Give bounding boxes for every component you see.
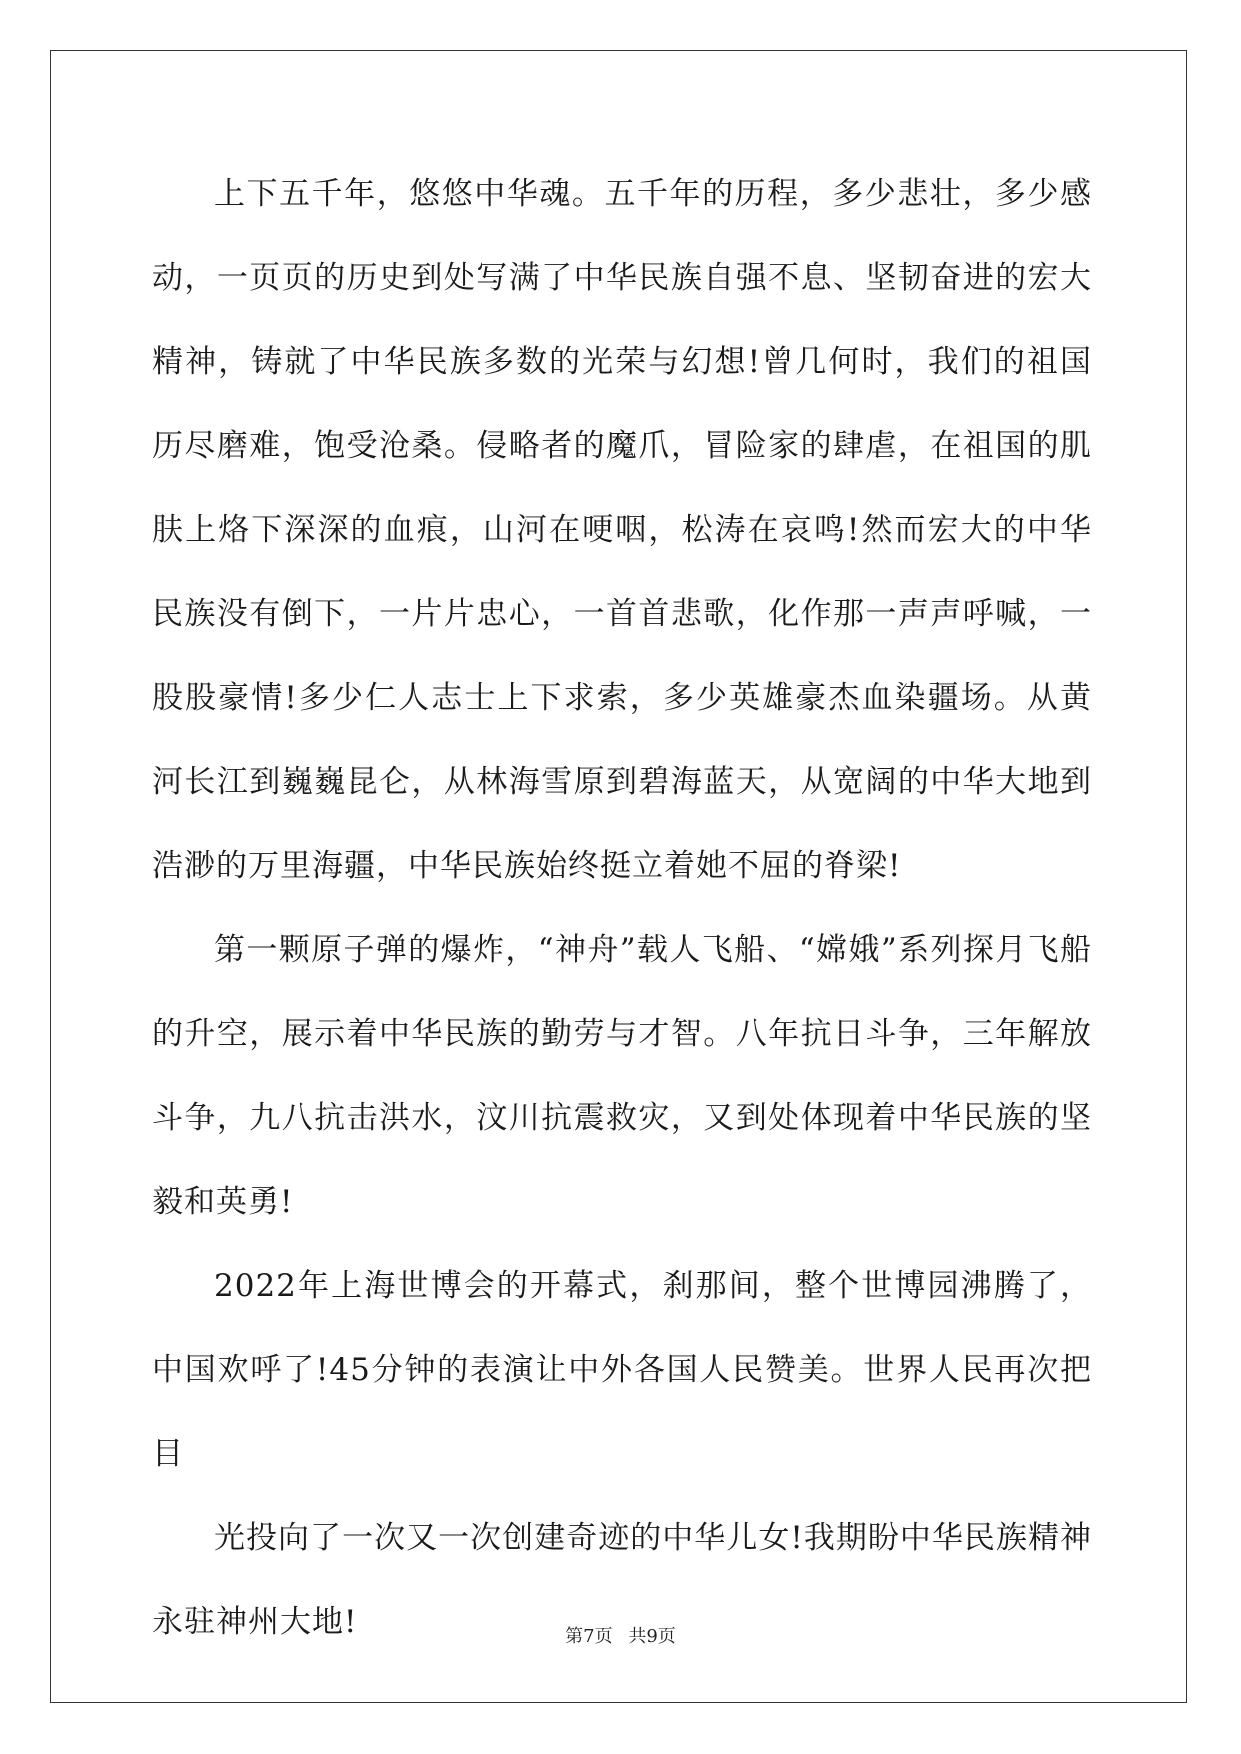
paragraph-1: 上下五千年，悠悠中华魂。五千年的历程，多少悲壮，多少感动，一页页的历史到处写满了中华民族自强不息、坚韧奋进的宏大精神，铸就了中华民族多数的光荣与幻想!曾几何时，我们的祖国历尽磨难，饱受沧桑。侵略者的魔爪，冒险家的肆虐，在祖国的肌肤上烙下深深的血痕，山河在哽咽，松涛在哀鸣!然而宏大的中华民族没有倒下，一片片忠心，一首首悲歌，化作那一声声呼喊，一股股豪情!多少仁人志士上下求索，多少英雄豪杰血染疆场。从黄河长江到巍巍昆仑，从林海雪原到碧海蓝天，从宽阔的中华大地到浩渺的万里海疆，中华民族始终挺立着她不屈的脊梁! bbox=[152, 176, 1092, 884]
page-number: 第7页 bbox=[565, 1626, 613, 1647]
paragraph-4: 光投向了一次又一次创建奇迹的中华儿女!我期盼中华民族精神永驻神州大地! bbox=[152, 1520, 1092, 1640]
paragraph-2: 第一颗原子弹的爆炸，“神舟”载人飞船、“嫦娥”系列探月飞船的升空，展示着中华民族的勤劳与才智。八年抗日斗争，三年解放斗争，九八抗击洪水，汶川抗震救灾，又到处体现着中华民族的坚毅和英勇! bbox=[152, 932, 1092, 1220]
document-body bbox=[152, 152, 1092, 1664]
page-total: 共9页 bbox=[628, 1626, 676, 1647]
page-footer bbox=[0, 1622, 1241, 1648]
paragraph-3: 2022年上海世博会的开幕式，刹那间，整个世博园沸腾了，中国欢呼了!45分钟的表演让中外各国人民赞美。世界人民再次把目 bbox=[152, 1268, 1092, 1472]
